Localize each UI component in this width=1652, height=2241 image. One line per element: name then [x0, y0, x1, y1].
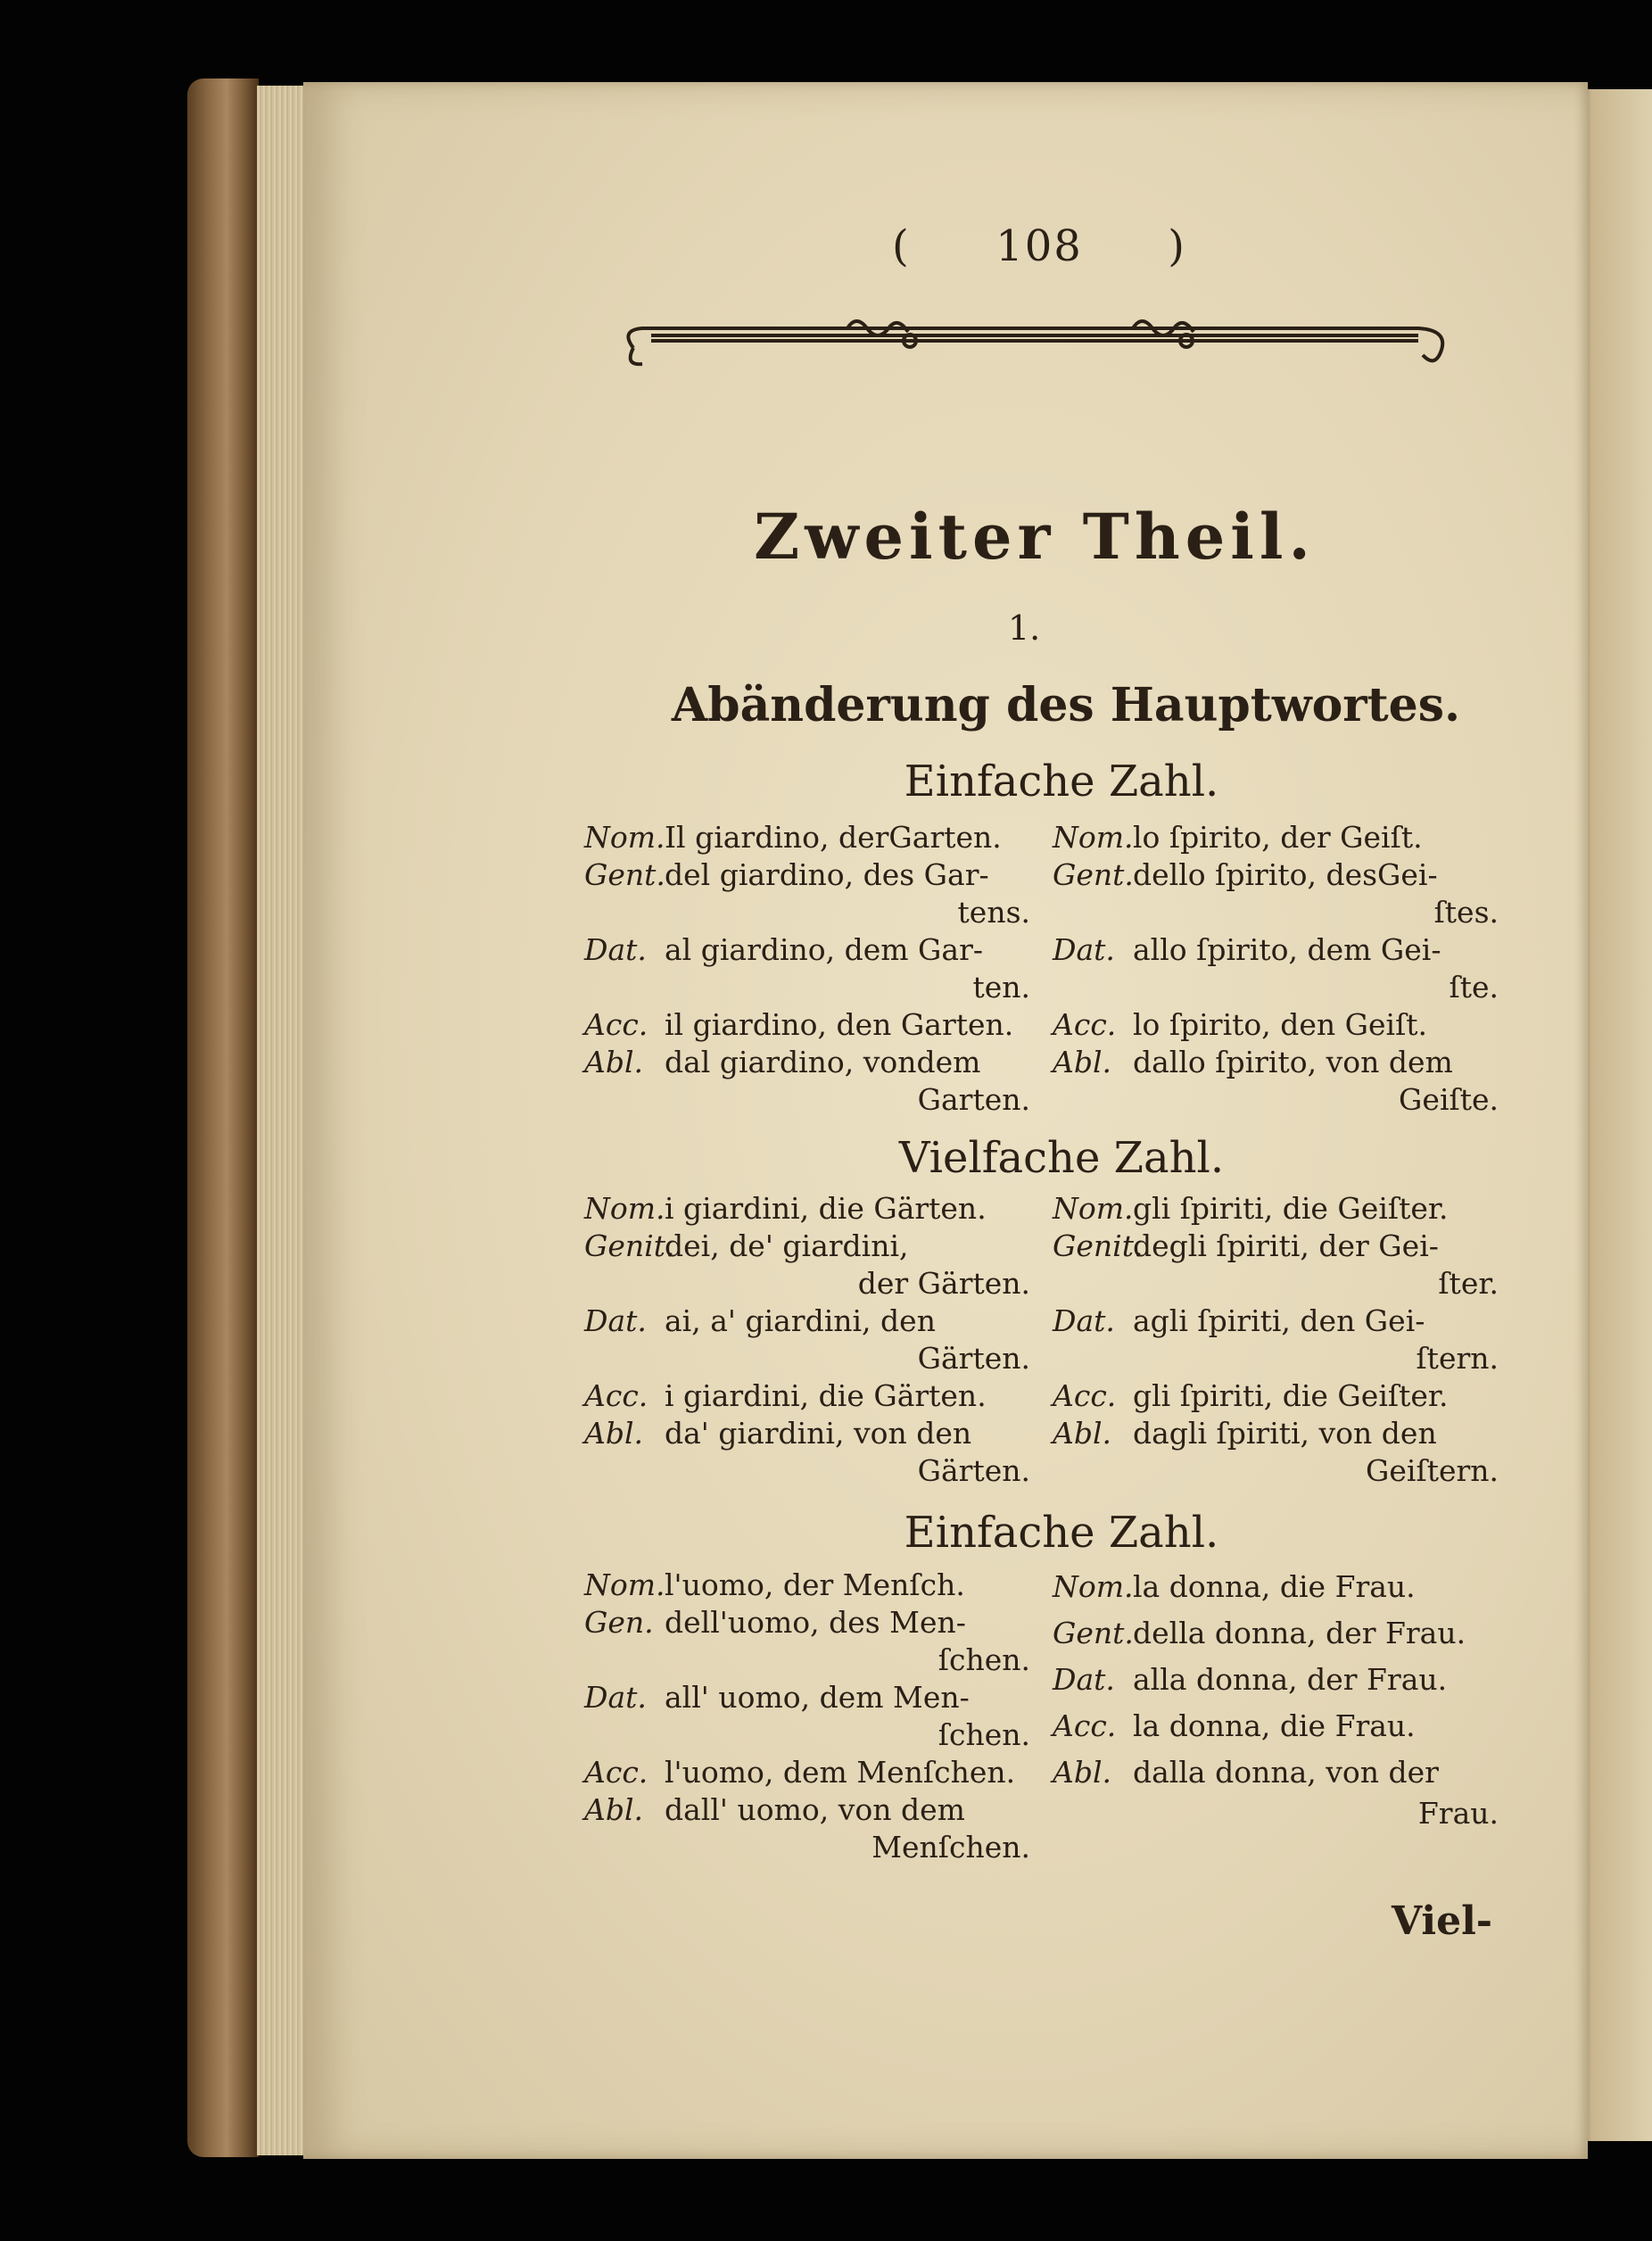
- case-form: dallo ſpirito, von dem: [1133, 1045, 1453, 1079]
- case-label: Dat.: [1053, 1662, 1115, 1697]
- case-form: Gärten.: [917, 1341, 1030, 1376]
- case-form: Geiſtern.: [1366, 1453, 1499, 1488]
- case-label: Acc.: [1053, 1708, 1117, 1743]
- case-form: allo ſpirito, dem Gei-: [1133, 932, 1441, 967]
- close-paren: ): [1168, 221, 1186, 271]
- declension-row: [584, 1083, 1048, 1117]
- declension-row: [584, 1756, 1048, 1790]
- case-label: Genit.: [584, 1228, 675, 1263]
- case-label: Dat.: [584, 1680, 647, 1715]
- case-label: [1053, 1454, 1133, 1488]
- declension-row: [584, 1192, 1048, 1226]
- declension-row: [1053, 1046, 1516, 1079]
- case-form: gli ſpiriti, die Geiſter.: [1133, 1191, 1449, 1226]
- declension-row: [584, 1643, 1048, 1677]
- chapter-title: Abänderung des Hauptwortes.: [671, 678, 1461, 732]
- case-label: [584, 896, 665, 930]
- declension-row: [584, 1046, 1048, 1079]
- declension-row: [1053, 1454, 1516, 1488]
- declension-row: [584, 896, 1048, 930]
- case-form: al giardino, dem Gar-: [665, 932, 984, 967]
- declension-column-right: [1053, 1568, 1516, 1836]
- case-form: all' uomo, dem Men-: [665, 1680, 970, 1715]
- declension-row: [1053, 1192, 1516, 1226]
- case-label: Gent.: [1053, 1616, 1134, 1650]
- case-label: [1053, 1267, 1133, 1301]
- case-label: Dat.: [584, 1303, 647, 1338]
- case-label: Nom.: [1053, 1569, 1134, 1604]
- page-number-value: 108: [995, 221, 1083, 271]
- declension-row: [1053, 1342, 1516, 1376]
- case-label: Acc.: [584, 1378, 648, 1413]
- declension-row: [584, 1681, 1048, 1715]
- case-form: dello ſpirito, desGei-: [1133, 857, 1438, 892]
- case-label: Nom.: [1053, 820, 1134, 855]
- case-label: Abl.: [1053, 1416, 1111, 1451]
- case-form: la donna, die Frau.: [1133, 1708, 1416, 1743]
- case-label: [1053, 1795, 1133, 1832]
- case-label: [584, 1643, 665, 1677]
- case-form: la donna, die Frau.: [1133, 1569, 1416, 1604]
- declension-row: [584, 1229, 1048, 1263]
- declension-row: [1053, 1304, 1516, 1338]
- catchword: Viel-: [1392, 1898, 1493, 1944]
- declension-row: [584, 1417, 1048, 1451]
- case-label: [1053, 896, 1133, 930]
- declension-row: [1053, 1661, 1516, 1699]
- case-form: il giardino, den Garten.: [665, 1007, 1014, 1042]
- case-form: alla donna, der Frau.: [1133, 1662, 1448, 1697]
- declension-row: [584, 933, 1048, 967]
- case-form: lo ſpirito, den Geiſt.: [1133, 1007, 1428, 1042]
- declension-row: [1053, 896, 1516, 930]
- case-label: [584, 971, 665, 1005]
- case-form: Gärten.: [917, 1453, 1030, 1488]
- case-label: Acc.: [1053, 1378, 1117, 1413]
- case-form: i giardini, die Gärten.: [665, 1378, 987, 1413]
- declension-column-left: [584, 1568, 1048, 1868]
- declension-row: [584, 1008, 1048, 1042]
- case-form: Garten.: [917, 1082, 1030, 1117]
- case-label: Nom.: [1053, 1191, 1134, 1226]
- section-number: 1.: [1008, 608, 1041, 648]
- page-number: [892, 221, 1186, 271]
- case-form: ſtern.: [1416, 1341, 1499, 1376]
- case-form: dagli ſpiriti, von den: [1133, 1416, 1437, 1451]
- case-label: Abl.: [584, 1416, 643, 1451]
- case-label: Nom.: [584, 820, 665, 855]
- declension-row: [584, 858, 1048, 892]
- section-heading: Einfache Zahl.: [904, 757, 1219, 806]
- case-form: ten.: [972, 970, 1030, 1005]
- declension-row: [1053, 1008, 1516, 1042]
- declension-row: [584, 1342, 1048, 1376]
- case-form: dal giardino, vondem: [665, 1045, 981, 1079]
- case-label: Acc.: [584, 1755, 648, 1790]
- declension-row: [1053, 1615, 1516, 1652]
- declension-row: [1053, 971, 1516, 1005]
- book-spine: [187, 79, 259, 2157]
- declension-column-left: [584, 1192, 1048, 1492]
- case-form: ſchen.: [938, 1642, 1030, 1677]
- case-form: l'uomo, der Menſch.: [665, 1567, 965, 1602]
- case-label: Acc.: [1053, 1007, 1117, 1042]
- declension-row: [584, 1793, 1048, 1827]
- declension-row: [1053, 1267, 1516, 1301]
- case-label: Gent.: [584, 857, 665, 892]
- case-form: agli ſpiriti, den Gei-: [1133, 1303, 1425, 1338]
- case-label: [1053, 971, 1133, 1005]
- case-label: [1053, 1342, 1133, 1376]
- declension-row: [1053, 858, 1516, 892]
- part-title: Zweiter Theil.: [754, 500, 1316, 574]
- case-label: Dat.: [1053, 1303, 1115, 1338]
- open-paren: (: [892, 221, 911, 271]
- case-form: della donna, der Frau.: [1133, 1616, 1466, 1650]
- case-label: [1053, 1083, 1133, 1117]
- declension-column-right: [1053, 1192, 1516, 1492]
- declension-row: [1053, 1754, 1516, 1791]
- declension-row: [584, 1568, 1048, 1602]
- case-label: Genit.: [1053, 1228, 1144, 1263]
- declension-row: [1053, 1708, 1516, 1745]
- case-form: dei, de' giardini,: [665, 1228, 909, 1263]
- case-form: i giardini, die Gärten.: [665, 1191, 987, 1226]
- declension-row: [584, 971, 1048, 1005]
- declension-row: [584, 1454, 1048, 1488]
- case-label: Gen.: [584, 1605, 654, 1640]
- case-label: Dat.: [1053, 932, 1115, 967]
- case-form: ſte.: [1449, 970, 1499, 1005]
- case-form: del giardino, des Gar-: [665, 857, 989, 892]
- declension-column-right: [1053, 821, 1516, 1120]
- declension-row: [584, 1304, 1048, 1338]
- declension-row: [584, 1267, 1048, 1301]
- declension-row: [1053, 1568, 1516, 1606]
- case-label: Abl.: [1053, 1045, 1111, 1079]
- section-heading: Vielfache Zahl.: [898, 1133, 1225, 1183]
- case-label: Nom.: [584, 1567, 665, 1602]
- declension-row: [584, 821, 1048, 855]
- case-form: degli ſpiriti, der Gei-: [1133, 1228, 1439, 1263]
- case-label: [584, 1454, 665, 1488]
- case-form: da' giardini, von den: [665, 1416, 972, 1451]
- case-label: [584, 1267, 665, 1301]
- case-form: ai, a' giardini, den: [665, 1303, 936, 1338]
- case-form: Geiſte.: [1399, 1082, 1499, 1117]
- declension-row: [584, 1379, 1048, 1413]
- case-label: [584, 1342, 665, 1376]
- case-label: [584, 1083, 665, 1117]
- case-label: [584, 1718, 665, 1752]
- case-form: Menſchen.: [871, 1830, 1030, 1865]
- declension-row: [1053, 1083, 1516, 1117]
- declension-row: [1053, 821, 1516, 855]
- declension-row: [1053, 1229, 1516, 1263]
- declension-row: [584, 1606, 1048, 1640]
- case-label: [584, 1831, 665, 1865]
- case-form: l'uomo, dem Menſchen.: [665, 1755, 1016, 1790]
- case-form: ſtes.: [1433, 895, 1499, 930]
- case-form: dall' uomo, von dem: [665, 1792, 965, 1827]
- case-label: Abl.: [584, 1045, 643, 1079]
- declension-row: [1053, 1417, 1516, 1451]
- case-form: der Gärten.: [857, 1266, 1030, 1301]
- declension-row: [1053, 1379, 1516, 1413]
- case-form: gli ſpiriti, die Geiſter.: [1133, 1378, 1449, 1413]
- case-form: Il giardino, derGarten.: [665, 820, 1002, 855]
- case-form: Frau.: [1417, 1796, 1499, 1831]
- case-label: Dat.: [584, 932, 647, 967]
- case-label: Nom.: [584, 1191, 665, 1226]
- case-label: Gent.: [1053, 857, 1134, 892]
- case-form: dalla donna, von der: [1133, 1755, 1439, 1790]
- case-form: ſchen.: [938, 1717, 1030, 1752]
- declension-row: [1053, 933, 1516, 967]
- case-label: Abl.: [1053, 1755, 1111, 1790]
- declension-row: [1053, 1795, 1516, 1832]
- header-ornament-icon: [615, 312, 1454, 384]
- case-label: Abl.: [584, 1792, 643, 1827]
- declension-column-left: [584, 821, 1048, 1120]
- case-form: tens.: [957, 895, 1030, 930]
- case-form: lo ſpirito, der Geiſt.: [1133, 820, 1423, 855]
- section-heading: Einfache Zahl.: [904, 1508, 1219, 1558]
- case-form: dell'uomo, des Men-: [665, 1605, 966, 1640]
- declension-row: [584, 1718, 1048, 1752]
- declension-row: [584, 1831, 1048, 1865]
- case-label: Acc.: [584, 1007, 648, 1042]
- case-form: ſter.: [1438, 1266, 1499, 1301]
